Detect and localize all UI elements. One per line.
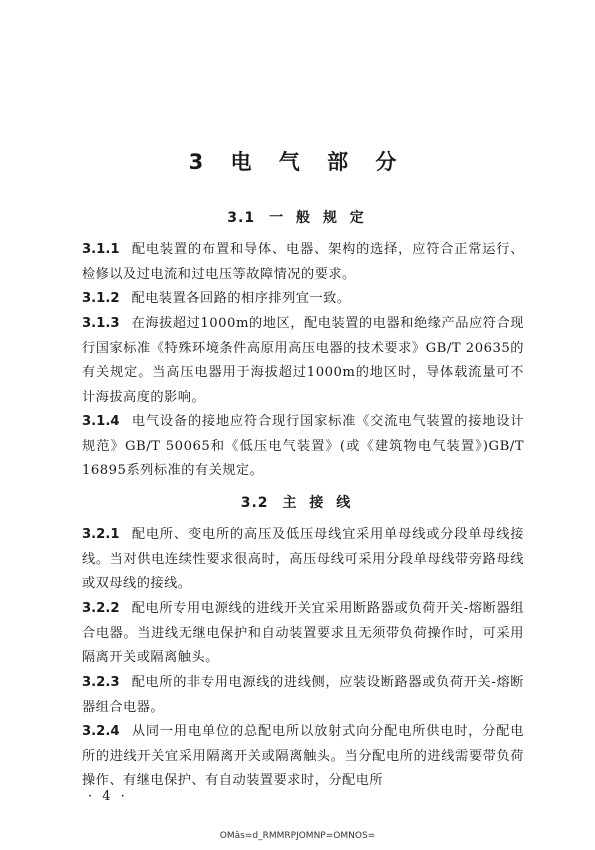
clause-3-2-1: [82, 523, 524, 597]
clause-number: 3.1.2: [82, 291, 120, 306]
clause-number: 3.1.4: [82, 414, 120, 429]
clause-text: 配电装置各回路的相序排列宜一致。: [131, 291, 351, 306]
footer-code: OMâs=d_RMMRPJOMNP=OMNOS=: [219, 831, 376, 841]
clause-3-1-4: [82, 410, 524, 484]
clause-number: 3.1.1: [82, 242, 120, 257]
section-heading-3-2: [0, 492, 595, 512]
clause-3-1-3: [82, 312, 524, 410]
clause-text: 从同一用电单位的总配电所以放射式向分配电所供电时，分配电所的进线开关宜采用隔离开关或隔离触头。当分配电所的进线需要带负荷操作、有继电保护、有自动装置要求时，分配电所: [82, 724, 524, 788]
clause-number: 3.2.2: [82, 601, 120, 616]
clause-text: 电气设备的接地应符合现行国家标准《交流电气装置的接地设计规范》GB/T 50065和《低压电气装置》(或《建筑物电气装置》)GB/T 16895系列标准的有关规定。: [82, 414, 524, 478]
chapter-title: 3 电 气 部 分: [188, 150, 407, 174]
clause-text: 配电所的非专用电源线的进线侧，应装设断路器或负荷开关-熔断器组合电器。: [82, 675, 524, 715]
section-title: 一 般 规 定: [269, 210, 368, 226]
section-number: 3.2: [240, 495, 269, 511]
clause-number: 3.2.4: [82, 724, 120, 739]
clause-3-1-1: [82, 238, 524, 287]
clause-text: 配电装置的布置和导体、电器、架构的选择，应符合正常运行、检修以及过电流和过电压等故障情况的要求。: [82, 242, 524, 282]
section-heading-3-1: [0, 207, 595, 227]
clause-number: 3.1.3: [82, 316, 120, 331]
section-number: 3.1: [227, 210, 256, 226]
clause-3-2-3: [82, 671, 524, 720]
clause-text: 配电所专用电源线的进线开关宜采用断路器或负荷开关-熔断器组合电器。当进线无继电保护和自动装置要求且无须带负荷操作时，可采用隔离开关或隔离触头。: [82, 601, 524, 665]
section-title: 主 接 线: [282, 495, 355, 511]
clause-3-2-2: [82, 597, 524, 671]
clause-3-2-4: [82, 720, 524, 794]
page-number: · 4 ·: [88, 789, 128, 804]
clause-number: 3.2.1: [82, 527, 120, 542]
clause-3-1-2: [82, 287, 524, 312]
clause-number: 3.2.3: [82, 675, 120, 690]
clause-text: 在海拔超过1000m的地区，配电装置的电器和绝缘产品应符合现行国家标准《特殊环境条件高原用高压电器的技术要求》GB/T 20635的有关规定。当高压电器用于海拔超过1000m的地区时，导体载流量可不计海拔高度的影响。: [82, 316, 524, 405]
clause-text: 配电所、变电所的高压及低压母线宜采用单母线或分段单母线接线。当对供电连续性要求很高时，高压母线可采用分段单母线带旁路母线或双母线的接线。: [82, 527, 524, 591]
